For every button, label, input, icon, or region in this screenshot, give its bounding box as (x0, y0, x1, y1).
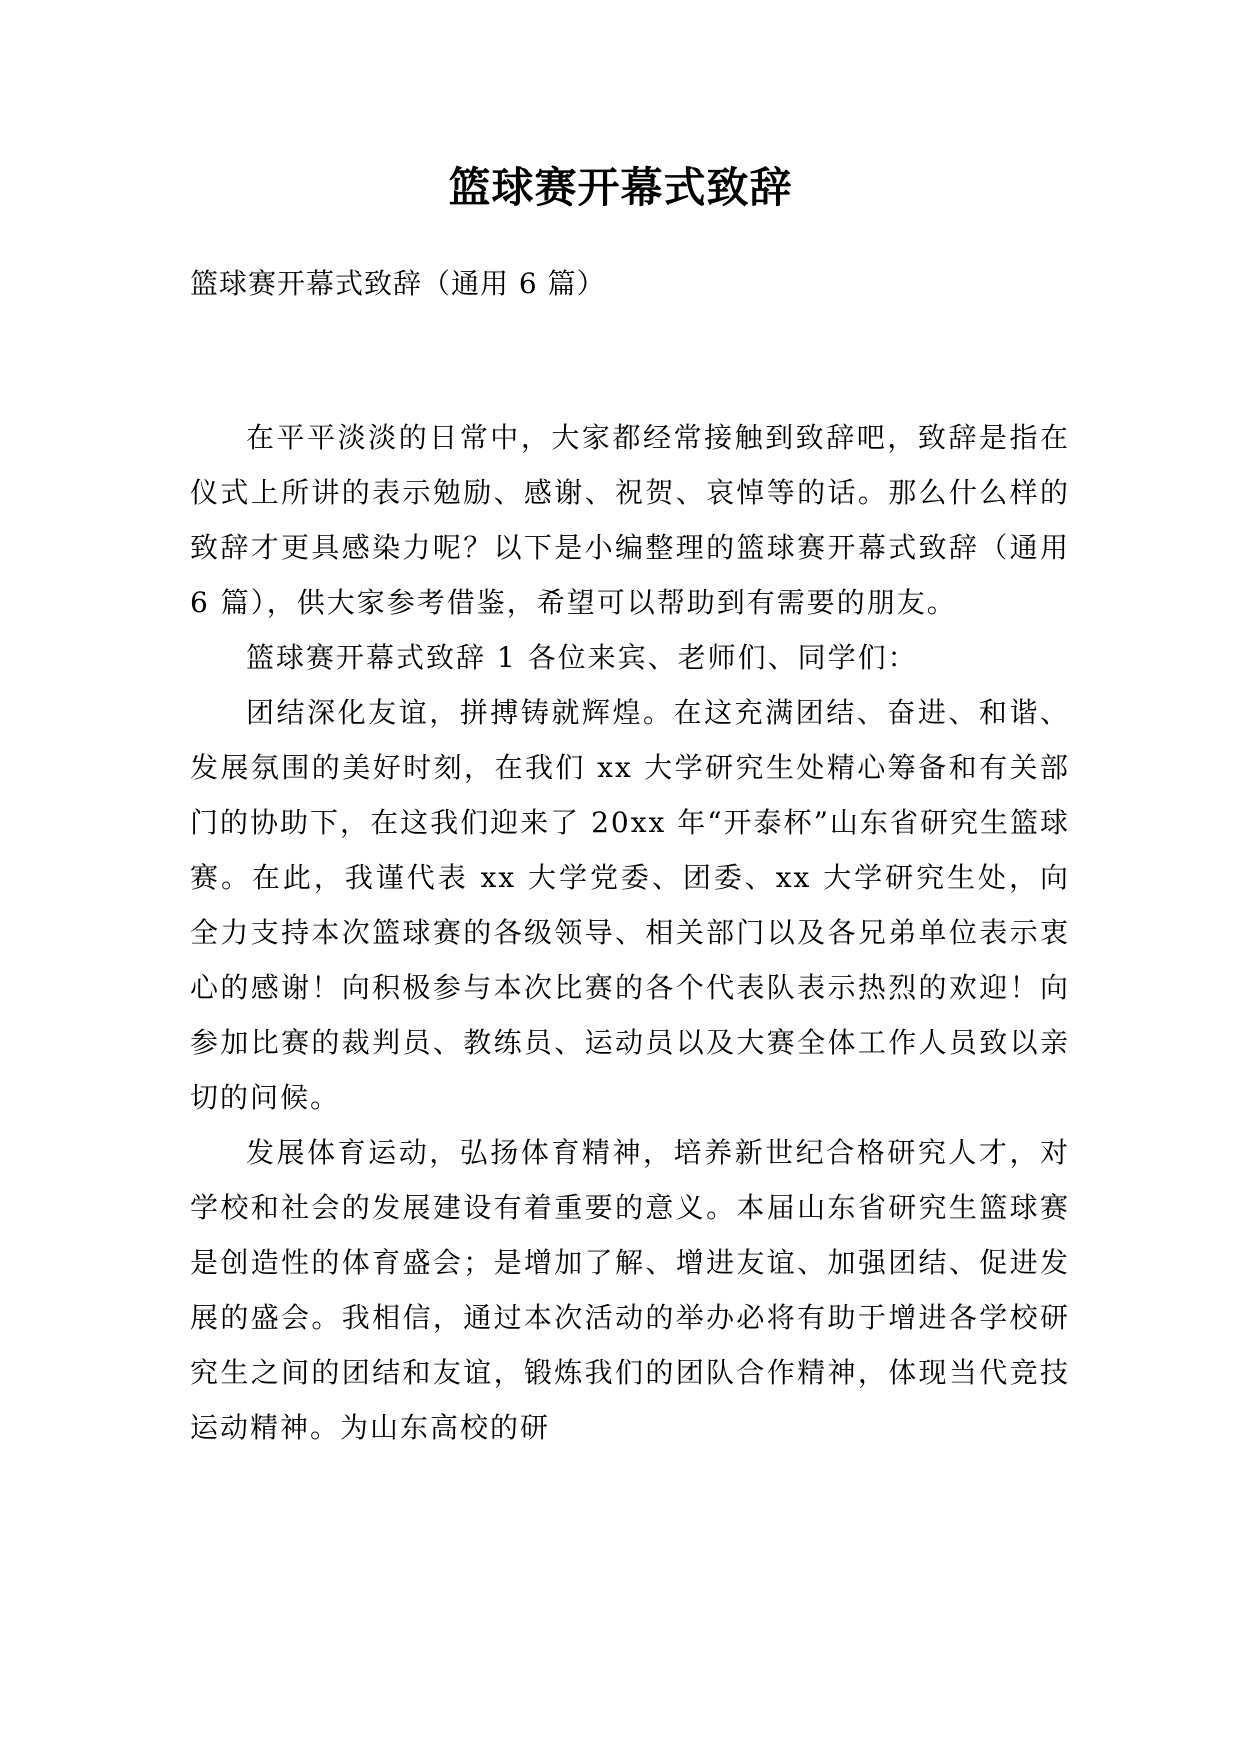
paragraph-welcome: 团结深化友谊，拼搏铸就辉煌。在这充满团结、奋进、和谐、发展氛围的美好时刻，在我们 xx 大学研究生处精心筹备和有关部门的协助下，在这我们迎来了 20xx 年“开泰杯”山东省研究生篮球赛。在此，我谨代表 xx 大学党委、团委、xx 大学研究生处，向全力支持本次篮球赛的各级领导、相关部门以及各兄弟单位表示衷心的感谢！向积极参与本次比赛的各个代表队表示热烈的欢迎！向参加比赛的裁判员、教练员、运动员以及大赛全体工作人员致以亲切的问候。 (190, 696, 1070, 1114)
document-subtitle: 篮球赛开幕式致辞（通用 6 篇） (190, 267, 606, 300)
page-title: 篮球赛开幕式致辞 (448, 163, 793, 212)
paragraph-significance: 发展体育运动，弘扬体育精神，培养新世纪合格研究人才，对学校和社会的发展建设有着重要的意义。本届山东省研究生篮球赛是创造性的体育盛会；是增加了解、增进友谊、加强团结、促进发展的盛会。我相信，通过本次活动的举办必将有助于增进各学校研究生之间的团结和友谊，锻炼我们的团队合作精神，体现当代竞技运动精神。为山东高校的研 (190, 1136, 1070, 1444)
paragraph-speech-heading: 篮球赛开幕式致辞 1 各位来宾、老师们、同学们： (246, 641, 918, 674)
paragraph-intro: 在平平淡淡的日常中，大家都经常接触到致辞吧，致辞是指在仪式上所讲的表示勉励、感谢、祝贺、哀悼等的话。那么什么样的致辞才更具感染力呢？以下是小编整理的篮球赛开幕式致辞（通用 6 篇），供大家参考借鉴，希望可以帮助到有需要的朋友。 (190, 421, 1070, 619)
document-body (190, 410, 1070, 1455)
